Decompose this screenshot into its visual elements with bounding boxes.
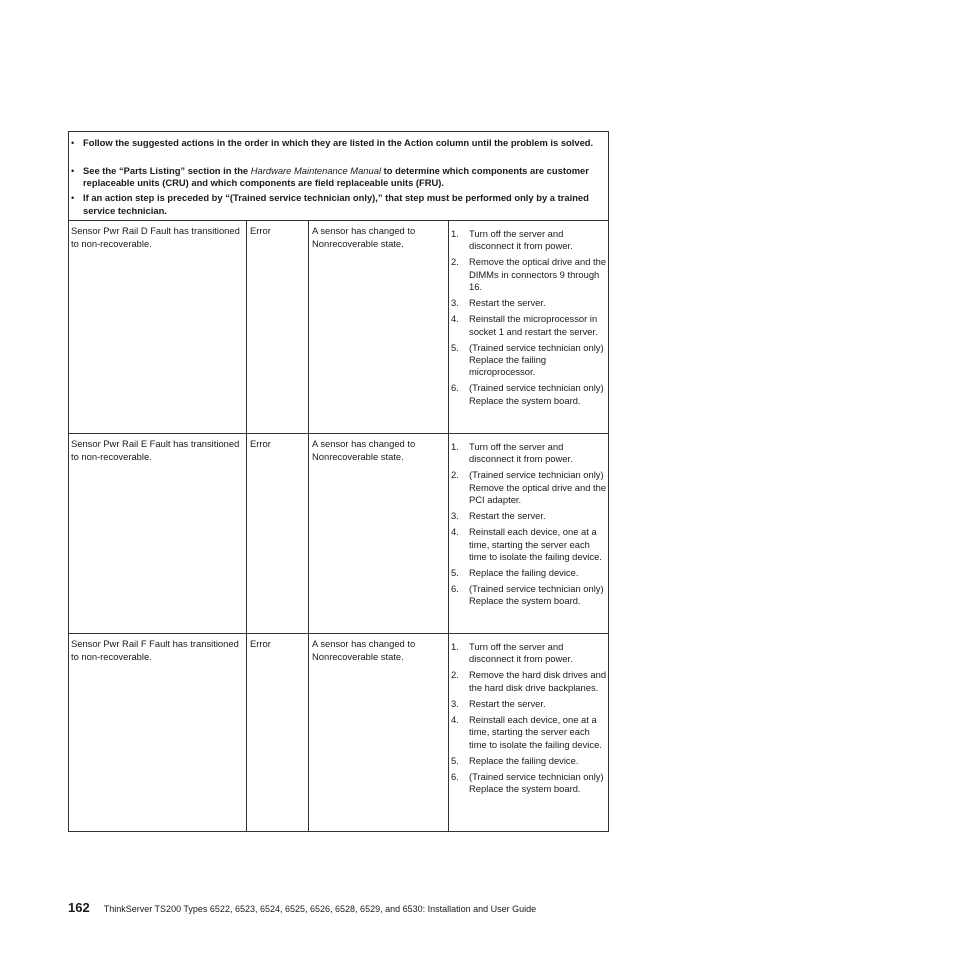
severity-cell: Error [250,438,271,449]
action-step: 1. Turn off the server and disconnect it from power. [451,641,573,665]
action-step: 1. Turn off the server and disconnect it from power. [451,441,573,465]
action-step: 4. Reinstall each device, one at a time, starting the server each time to isolate the failing device. [451,713,602,750]
note-text: Follow the suggested actions in the order in which they are listed in the Action column until the problem is solved. [83,137,594,148]
note-text: If an action step is preceded by “(Trained service technician only),” that step must be performed only by a trained service technician. [83,192,589,216]
note-bullet: • [71,137,75,148]
note-text: See the “Parts Listing” section in the Hardware Maintenance Manual to determine which components are customer replaceable units (CRU) and which components are field replaceable units (FRU). [83,164,589,189]
action-step: 3. Restart the server. [451,297,546,309]
action-step: 3. Restart the server. [451,697,546,709]
severity-cell: Error [250,638,271,649]
action-step: 6. (Trained service technician only) Replace the system board. [451,770,604,795]
severity-cell: Error [250,225,271,236]
page-footer [68,899,536,917]
note-bullet: • [71,192,75,203]
action-step: 1. Turn off the server and disconnect it from power. [451,228,573,252]
action-step: 2. (Trained service technician only) Remove the optical drive and the PCI adapter. [451,469,607,506]
action-step: 5. (Trained service technician only) Replace the failing microprocessor. [451,341,604,378]
description-cell: A sensor has changed to Nonrecoverable state. [312,225,416,249]
message-cell: Sensor Pwr Rail E Fault has transitioned to non-recoverable. [71,438,240,462]
manual-title: Hardware Maintenance Manual [250,164,382,176]
action-step: 2. Remove the hard disk drives and the hard disk drive backplanes. [451,669,607,693]
note-bullet: • [71,164,75,176]
description-cell: A sensor has changed to Nonrecoverable state. [312,438,416,462]
message-cell: Sensor Pwr Rail F Fault has transitioned to non-recoverable. [71,638,239,662]
action-step: 6. (Trained service technician only) Replace the system board. [451,583,604,607]
table-row [69,634,608,831]
parts-listing-ref: Parts Listing [123,164,181,176]
document-title: ThinkServer TS200 Types 6522, 6523, 6524, 6525, 6526, 6528, 6529, and 6530: Installation and User Guide [103,904,537,914]
action-step: 6. (Trained service technician only) Replace the system board. [451,382,604,406]
action-list [451,441,609,611]
error-table [68,131,609,832]
action-list [451,641,609,799]
table-row [69,221,608,434]
description-cell: A sensor has changed to Nonrecoverable state. [312,638,416,662]
action-step: 4. Reinstall the microprocessor in socket 1 and restart the server. [451,313,598,337]
action-list [451,228,609,411]
action-step: 5. Replace the failing device. [451,567,579,579]
action-step: 3. Restart the server. [451,510,546,522]
message-cell: Sensor Pwr Rail D Fault has transitioned to non-recoverable. [71,225,240,249]
table-row [69,434,608,634]
action-step: 2. Remove the optical drive and the DIMMs in connectors 9 through 16. [451,256,607,293]
page-number: 162 [68,900,90,915]
action-step: 5. Replace the failing device. [451,754,579,766]
table-notes [69,132,608,221]
action-step: 4. Reinstall each device, one at a time, starting the server each time to isolate the failing device. [451,526,602,563]
